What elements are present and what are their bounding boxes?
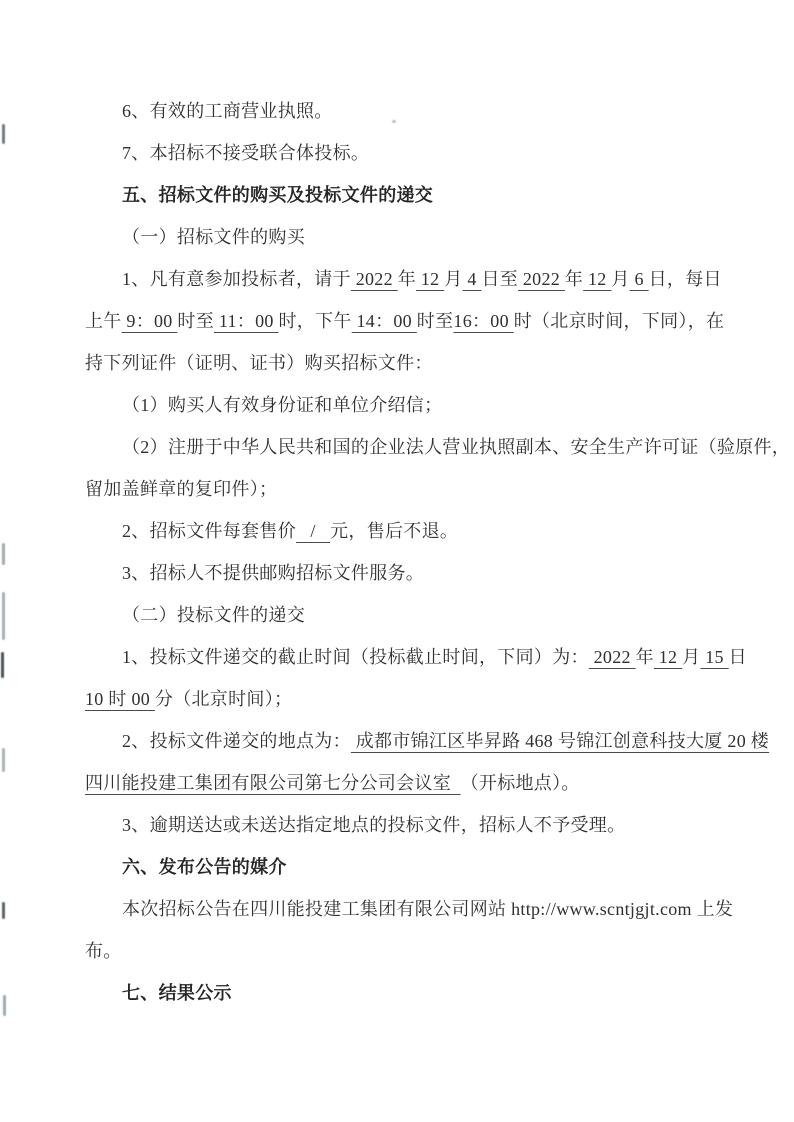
text-run: 本次招标公告在四川能投建工集团有限公司网站 <box>122 899 512 919</box>
text-line <box>85 636 747 678</box>
scan-artifact <box>1 652 4 678</box>
text-run: 时（北京时间，下同），在 <box>513 311 725 331</box>
filled-blank: 11：00 <box>214 311 279 331</box>
text-run: 3、招标人不提供邮购招标文件服务。 <box>122 563 425 583</box>
filled-blank: 12 <box>416 269 445 289</box>
text-line <box>85 300 735 342</box>
price-blank: / <box>296 521 331 541</box>
filled-blank: 6 <box>629 269 649 289</box>
text-run: 7、本招标不接受联合体投标。 <box>122 143 370 163</box>
text-run: 1、凡有意参加投标者，请于 <box>122 269 351 289</box>
filled-blank: 4 <box>462 269 482 289</box>
scan-artifact <box>2 902 5 919</box>
text-line <box>85 930 735 972</box>
text-run: 上午 <box>85 311 122 331</box>
text-run: 持下列证件（证明、证书）购买招标文件： <box>85 353 433 373</box>
text-line <box>85 384 735 426</box>
filled-blank: 12 <box>583 269 612 289</box>
text-run: 年 <box>635 647 654 667</box>
text-line <box>85 552 735 594</box>
scan-artifact <box>2 592 5 640</box>
section-heading <box>85 972 735 1014</box>
text-run: 五、招标文件的购买及投标文件的递交 <box>122 185 434 205</box>
text-line <box>85 132 735 174</box>
filled-blank: 2022 <box>588 647 636 667</box>
text-line <box>85 510 735 552</box>
filled-blank: 10 时 00 <box>85 689 155 709</box>
text-run: 分（北京时间）； <box>154 689 293 709</box>
text-run: 元，售后不退。 <box>330 521 459 541</box>
section-heading <box>85 846 735 888</box>
filled-blank: 16：00 <box>453 311 514 331</box>
text-line <box>85 216 735 258</box>
text-line <box>85 888 735 930</box>
text-run: 月 <box>444 269 463 289</box>
text-line <box>85 90 735 132</box>
text-run: 时，下午 <box>278 311 352 331</box>
text-run: 日 <box>728 647 747 667</box>
text-run: 3、逾期送达或未送达指定地点的投标文件，招标人不予受理。 <box>122 815 626 835</box>
website-url: http://www.scntjgjt.com <box>511 899 692 919</box>
text-line <box>85 804 735 846</box>
text-run: （开标地点）。 <box>460 773 580 793</box>
address-blank: 成都市锦江区毕昇路 468 号锦江创意科技大厦 20 楼 <box>350 731 770 751</box>
text-run: 上发 <box>691 899 734 919</box>
filled-blank: 2022 <box>350 269 398 289</box>
filled-blank: 15 <box>700 647 729 667</box>
scan-artifact <box>2 748 5 772</box>
filled-blank: 12 <box>653 647 683 667</box>
text-line <box>85 468 735 510</box>
text-run: 2、招标文件每套售价 <box>122 521 296 541</box>
filled-blank: 2022 <box>518 269 565 289</box>
text-run: 日至 <box>481 269 519 289</box>
document-body <box>85 90 791 1014</box>
filled-blank: 14：00 <box>351 311 417 331</box>
text-run: 月 <box>682 647 701 667</box>
text-line <box>85 720 770 762</box>
address-blank: 四川能投建工集团有限公司第七分公司会议室 <box>85 773 461 793</box>
text-run: 时至 <box>177 311 215 331</box>
text-run: 月 <box>611 269 630 289</box>
text-run: 六、发布公告的媒介 <box>122 857 287 877</box>
text-run: 布。 <box>85 941 122 961</box>
text-line <box>85 678 735 720</box>
text-run: 时至 <box>416 311 454 331</box>
text-run: 年 <box>397 269 417 289</box>
scan-artifact <box>2 543 5 565</box>
text-run: 2、投标文件递交的地点为： <box>122 731 351 751</box>
text-run: 日，每日 <box>648 269 722 289</box>
text-line <box>85 426 791 468</box>
filled-blank: 9：00 <box>121 311 178 331</box>
text-line <box>85 342 735 384</box>
text-run: 6、有效的工商营业执照。 <box>122 101 333 121</box>
text-run: （1）购买人有效身份证和单位介绍信； <box>122 395 443 415</box>
text-run: 1、投标文件递交的截止时间（投标截止时间，下同）为： <box>122 647 589 667</box>
text-run: （一）招标文件的购买 <box>122 227 305 247</box>
text-run: 年 <box>564 269 584 289</box>
text-run: （2）注册于中华人民共和国的企业法人营业执照副本、安全生产许可证（验原件， <box>122 437 791 457</box>
text-run: （二）投标文件的递交 <box>122 605 305 625</box>
text-line <box>85 258 735 300</box>
section-heading <box>85 174 735 216</box>
text-run: 七、结果公示 <box>122 983 232 1003</box>
scan-artifact <box>2 124 5 144</box>
text-run: 留加盖鲜章的复印件）； <box>85 479 278 499</box>
text-line <box>85 594 735 636</box>
text-line <box>85 762 735 804</box>
scan-artifact <box>3 995 6 1016</box>
